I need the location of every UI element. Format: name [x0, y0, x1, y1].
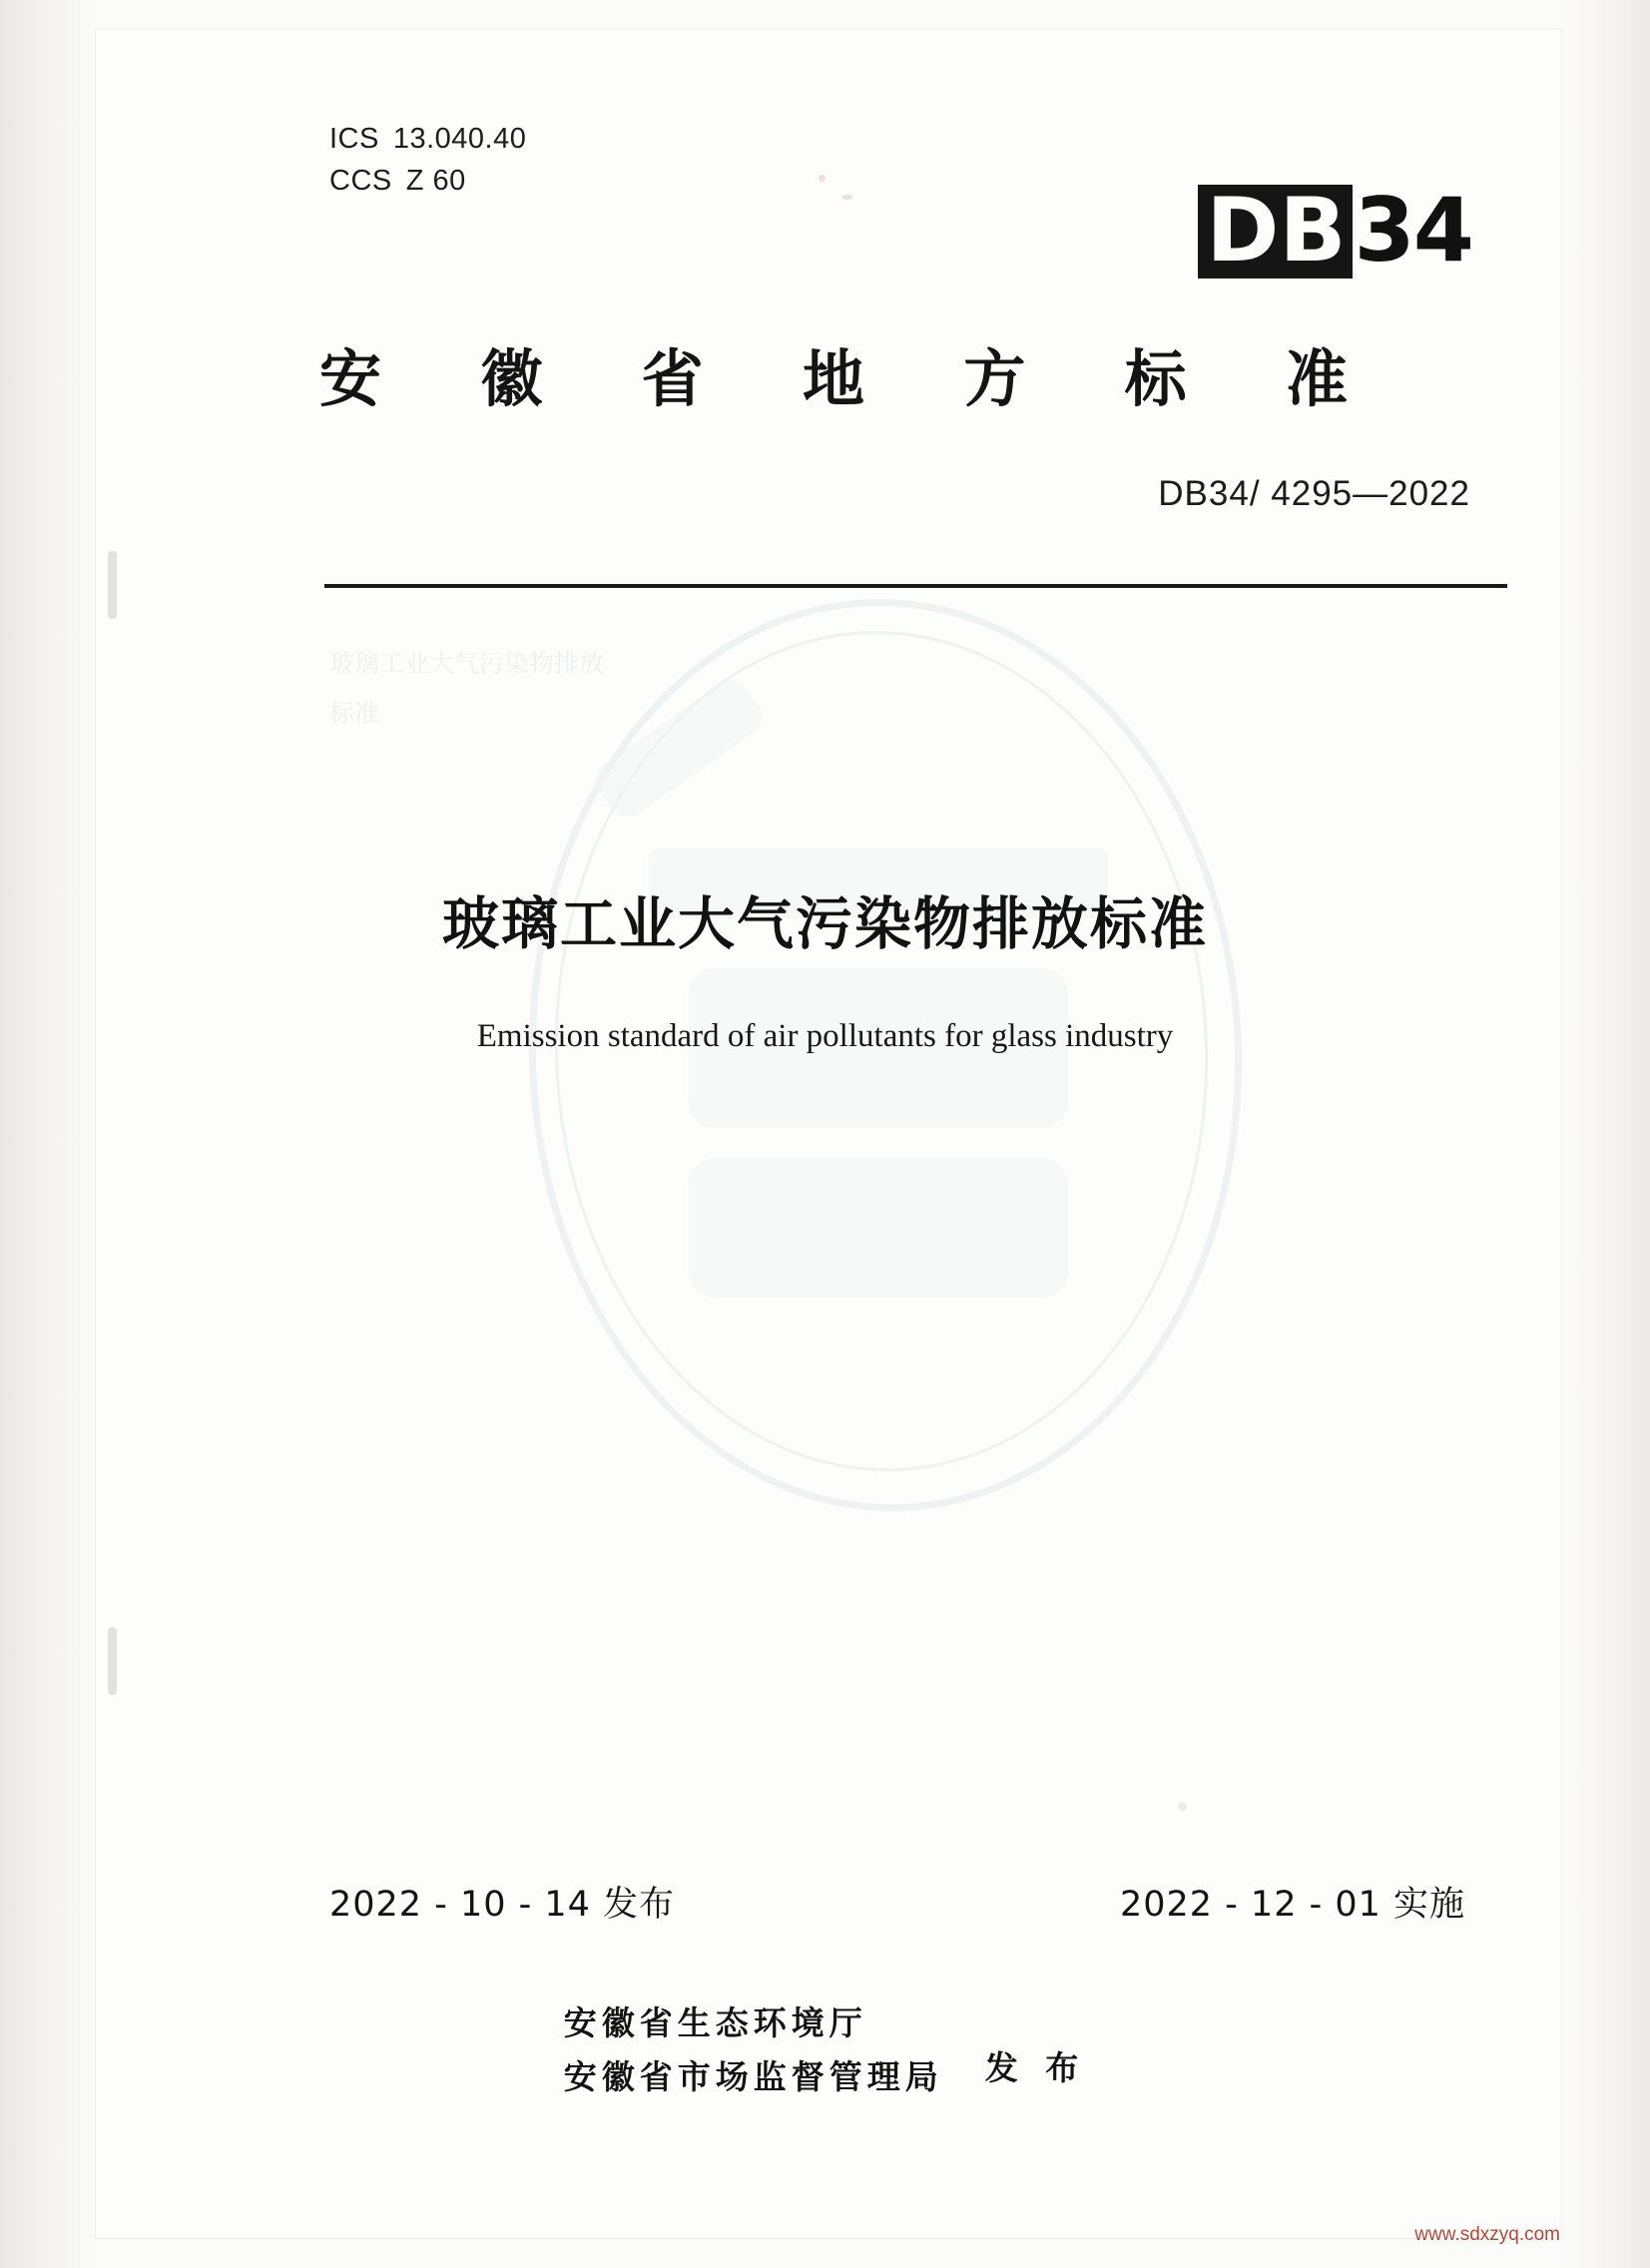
document-title-en: Emission standard of air pollutants for glass industry	[476, 1018, 1174, 1054]
standard-header-cn	[319, 329, 1348, 418]
issue-date: 2022 - 10 - 14 发布	[329, 1885, 676, 1925]
publisher-names	[564, 1996, 943, 2105]
seal-mark-3	[689, 1158, 1068, 1298]
header-char-5: 标	[1124, 342, 1187, 415]
ics-value: 13.040.40	[392, 123, 527, 155]
standard-number: DB34/ 4295—2022	[1158, 474, 1470, 513]
scan-artifact-1	[819, 175, 825, 182]
db34-logo-boxed: DB	[1198, 185, 1352, 279]
db34-logo	[1198, 179, 1472, 282]
header-char-4: 方	[963, 342, 1026, 415]
publish-verb: 发 布	[984, 2047, 1087, 2087]
header-char-6: 准	[1285, 342, 1348, 415]
seal-outer-ring	[513, 587, 1257, 1523]
db34-logo-plain: 34	[1354, 179, 1472, 282]
publisher-name-0: 安徽省生态环境厅	[563, 2003, 867, 2042]
publisher-block	[0, 1996, 1650, 2105]
document-title-cn: 玻璃工业大气污染物排放标准	[442, 891, 1208, 957]
scan-artifact-3	[1178, 1802, 1187, 1811]
publisher-name-1: 安徽省市场监督管理局	[563, 2057, 943, 2097]
ccs-value: Z 60	[405, 165, 466, 198]
header-char-3: 地	[802, 342, 864, 415]
back-page-bleedthrough: 玻璃工业大气污染物排放标准	[329, 650, 605, 728]
header-divider-rule	[324, 584, 1507, 588]
header-char-0: 安	[319, 342, 382, 415]
ics-label: ICS	[329, 123, 379, 155]
seal-mark-4	[588, 673, 770, 825]
source-watermark: www.sdxzyq.com	[1414, 2224, 1560, 2245]
ics-line	[329, 118, 526, 160]
classification-block	[329, 118, 526, 202]
ccs-label: CCS	[329, 165, 392, 198]
scan-artifact-2	[841, 195, 852, 200]
effective-date: 2022 - 12 - 01 实施	[1119, 1885, 1465, 1925]
official-seal-watermark	[529, 599, 1248, 1517]
header-char-1: 徽	[480, 342, 543, 415]
ccs-line	[329, 160, 526, 202]
header-char-2: 省	[641, 342, 704, 415]
